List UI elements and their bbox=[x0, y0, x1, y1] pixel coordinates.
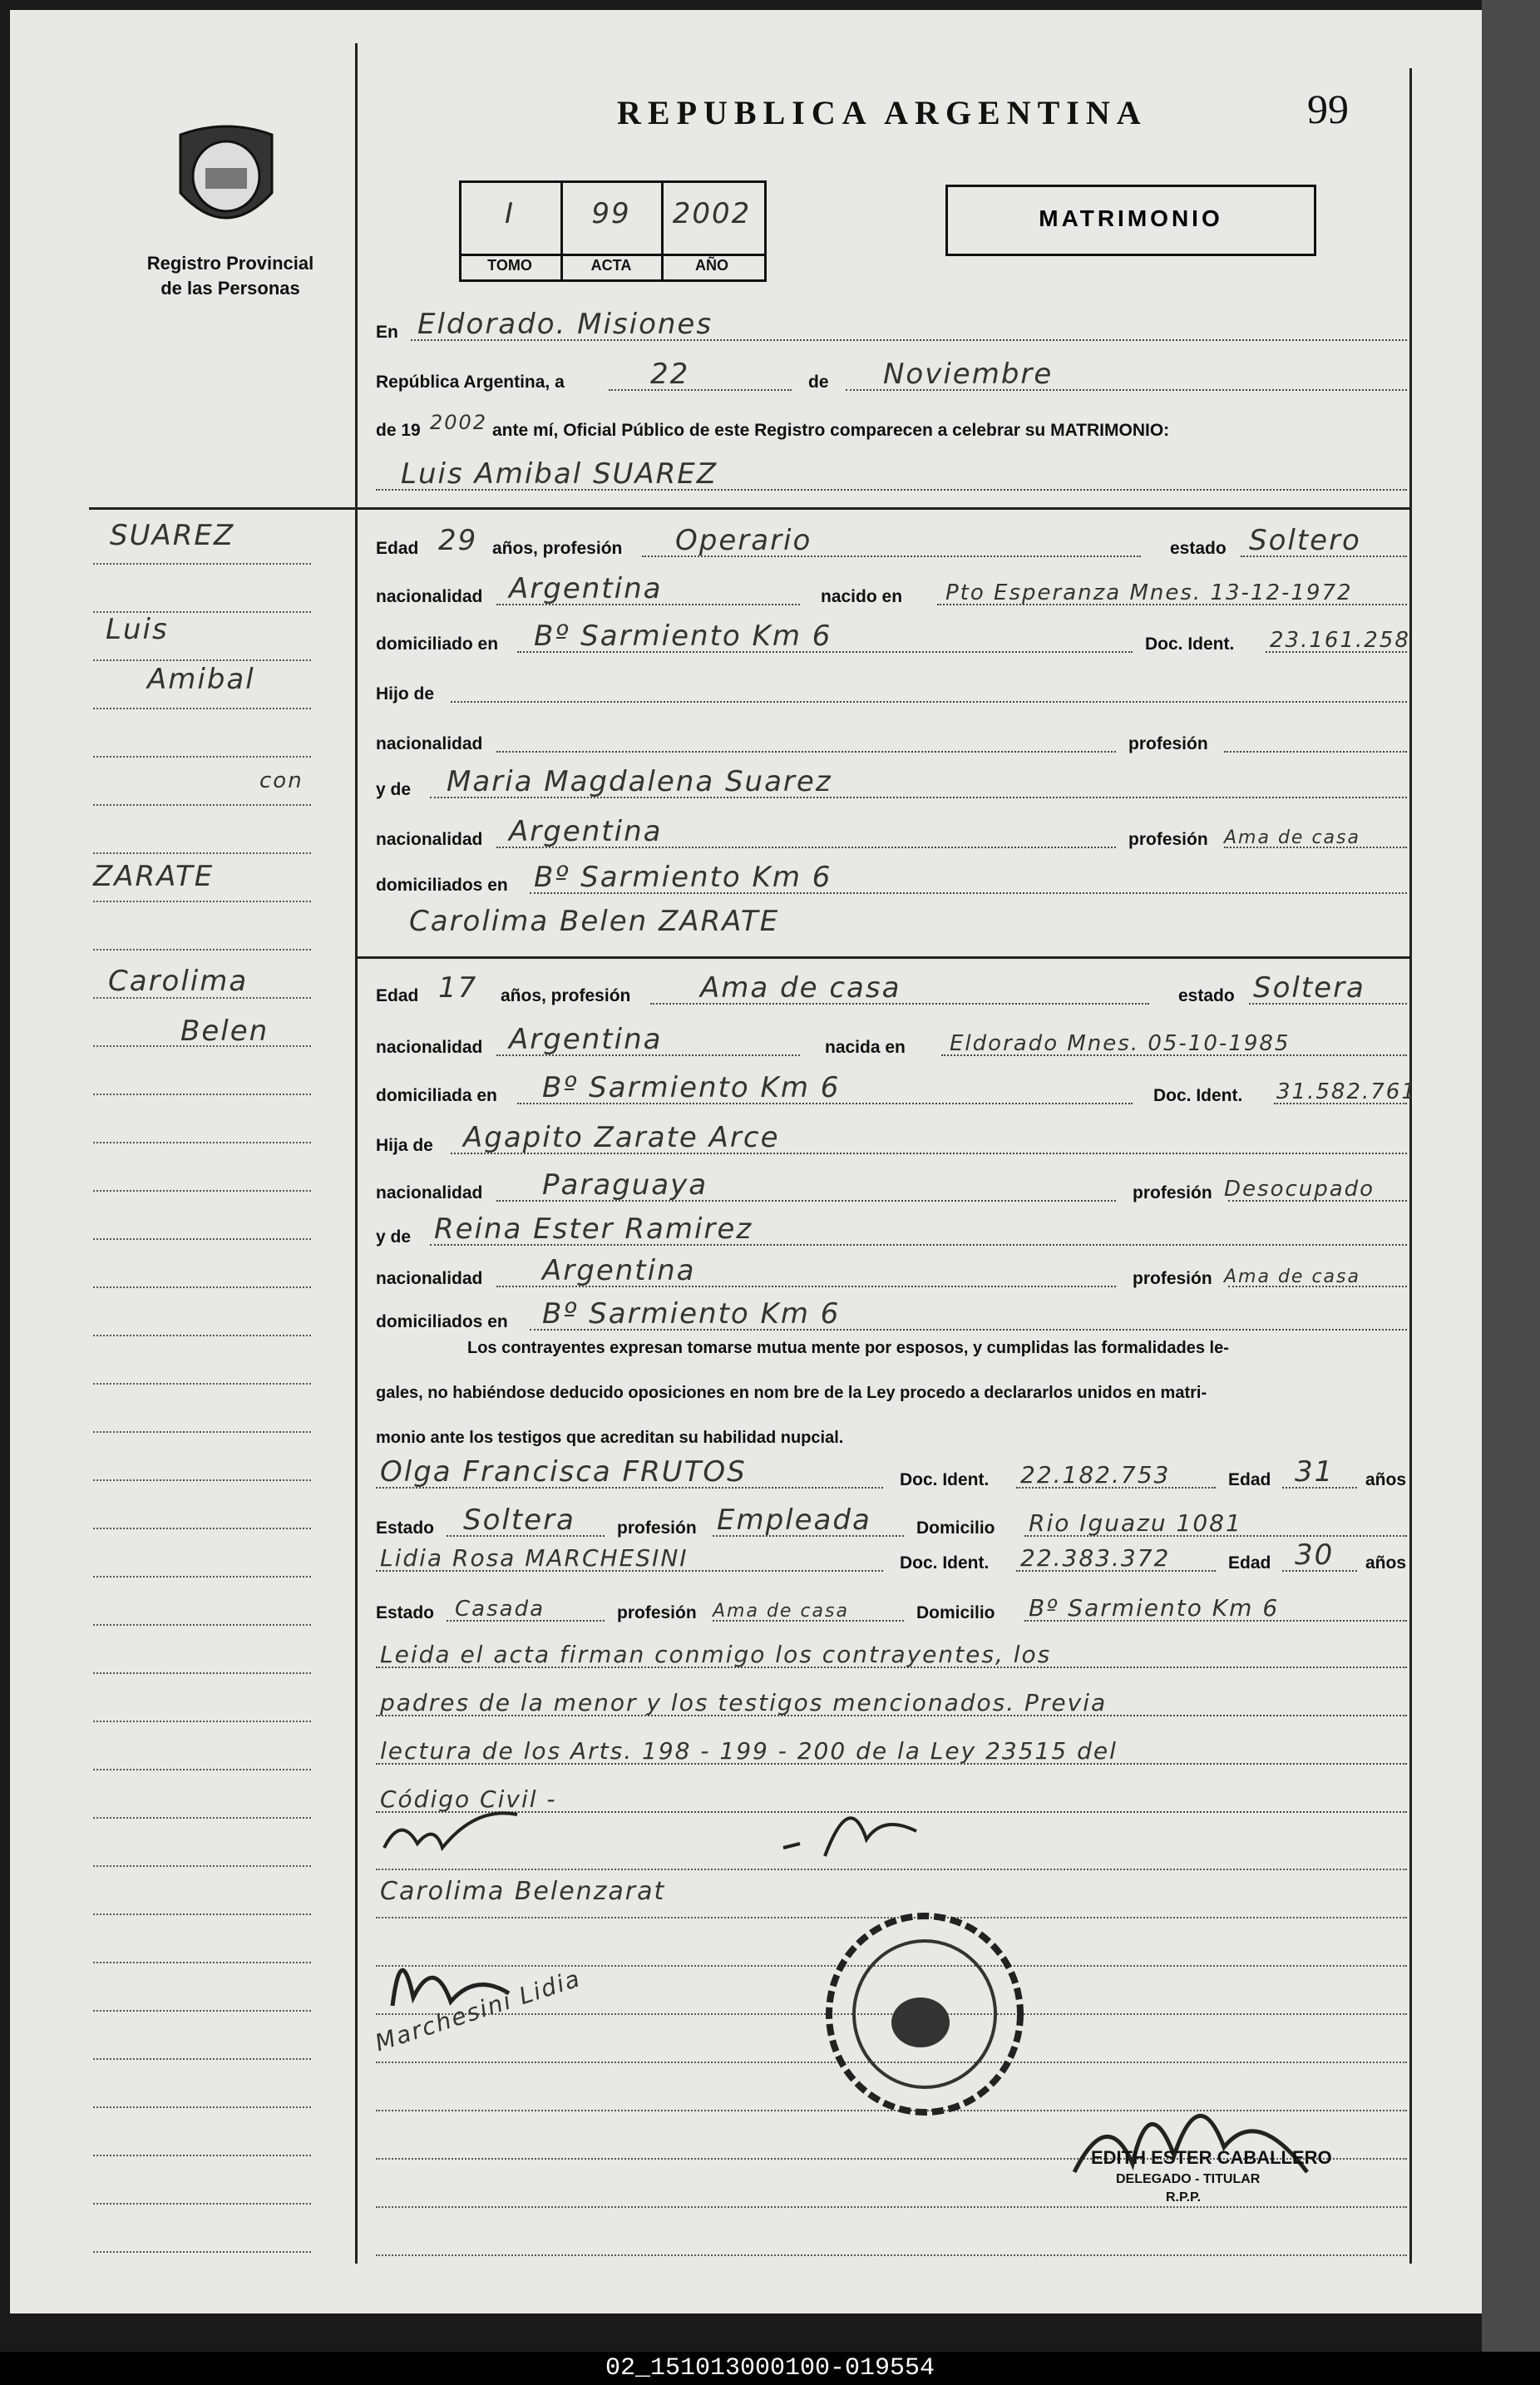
groom-doms-label: domiciliados en bbox=[376, 876, 508, 895]
groom-profesion-value: Operario bbox=[675, 524, 812, 557]
row-bride-nac3 bbox=[368, 1247, 1407, 1294]
bride-nac2-label: nacionalidad bbox=[376, 1183, 483, 1202]
groom-dom-value: Bº Sarmiento Km 6 bbox=[534, 620, 832, 653]
bride-prof3-label: profesión bbox=[1133, 1269, 1212, 1288]
margin-ruled-line bbox=[93, 2010, 311, 2012]
row-notes-1 bbox=[368, 1628, 1407, 1675]
groom-doms-value: Bº Sarmiento Km 6 bbox=[534, 861, 832, 894]
groom-edad-label: Edad bbox=[376, 539, 419, 558]
row-witness2-name bbox=[368, 1532, 1407, 1578]
margin-ruled-line bbox=[93, 756, 311, 758]
acta-value: 99 bbox=[591, 197, 631, 230]
witness1-edad-label: Edad bbox=[1228, 1470, 1271, 1489]
acta-label: ACTA bbox=[590, 257, 632, 274]
row-groom-nac2 bbox=[368, 713, 1407, 759]
margin-groom-name2: Amibal bbox=[147, 663, 255, 696]
ano-label: AÑO bbox=[695, 257, 728, 274]
day-value: 22 bbox=[650, 358, 690, 391]
year-value: 2002 bbox=[430, 411, 488, 434]
witness1-dom-label: Domicilio bbox=[916, 1518, 995, 1538]
registry-name-line2: de las Personas bbox=[160, 278, 300, 299]
ano-value: 2002 bbox=[672, 197, 752, 230]
witness-signature-top bbox=[775, 1781, 958, 1864]
bride-doc-label: Doc. Ident. bbox=[1153, 1086, 1243, 1105]
signature-ruled-line bbox=[376, 2254, 1407, 2256]
bride-edad-label: Edad bbox=[376, 986, 419, 1005]
de-label: de bbox=[808, 373, 829, 392]
witness2-edad-value: 30 bbox=[1295, 1538, 1335, 1572]
en-label: En bbox=[376, 323, 398, 342]
margin-ruled-line bbox=[93, 1576, 311, 1578]
bride-nac3-label: nacionalidad bbox=[376, 1269, 483, 1288]
groom-anos-prof-label: años, profesión bbox=[492, 539, 623, 558]
witness1-dom-value: Rio Iguazu 1081 bbox=[1029, 1509, 1242, 1537]
matrimonio-box bbox=[945, 185, 1316, 256]
groom-prof3-label: profesión bbox=[1128, 830, 1208, 849]
margin-bride-name1: Carolima bbox=[108, 965, 249, 998]
notes-line3: lectura de los Arts. 198 - 199 - 200 de la Ley 23515 del bbox=[380, 1737, 1118, 1765]
groom-nac3-value: Argentina bbox=[509, 815, 663, 848]
groom-nac-label: nacionalidad bbox=[376, 587, 483, 606]
bride-edad-value: 17 bbox=[438, 971, 478, 1005]
margin-ruled-line bbox=[93, 901, 311, 902]
margin-ruled-line bbox=[93, 1238, 311, 1240]
margin-ruled-line bbox=[93, 949, 311, 951]
witness2-name: Lidia Rosa MARCHESINI bbox=[380, 1544, 689, 1572]
bride-estado-value: Soltera bbox=[1253, 971, 1365, 1005]
margin-ruled-line bbox=[93, 1190, 311, 1192]
country-title: REPUBLICA ARGENTINA bbox=[617, 94, 1148, 131]
witness2-prof-value: Ama de casa bbox=[713, 1601, 849, 1622]
margin-ruled-line bbox=[93, 563, 311, 565]
tomo-label: TOMO bbox=[487, 257, 532, 274]
bride-nac-value: Argentina bbox=[509, 1023, 663, 1056]
margin-ruled-line bbox=[93, 1479, 311, 1481]
row-bride-nac2 bbox=[368, 1162, 1407, 1208]
bride-dom-label: domiciliada en bbox=[376, 1086, 497, 1105]
groom-signature bbox=[376, 1798, 542, 1873]
witness2-dom-label: Domicilio bbox=[916, 1603, 995, 1622]
margin-ruled-line bbox=[93, 1721, 311, 1722]
row-bride-doms bbox=[368, 1291, 1407, 1337]
margin-bride-surname: ZARATE bbox=[93, 860, 215, 893]
bride-nac2-value: Paraguaya bbox=[542, 1168, 708, 1202]
certificate-page bbox=[10, 10, 1482, 2313]
book-spine bbox=[1482, 0, 1540, 2385]
bride-nacida-label: nacida en bbox=[825, 1038, 906, 1057]
bride-profesion-value: Ama de casa bbox=[700, 971, 901, 1005]
margin-ruled-line bbox=[93, 659, 311, 661]
row-notes-3 bbox=[368, 1725, 1407, 1771]
bride-yde-label: y de bbox=[376, 1227, 412, 1247]
bride-yde-value: Reina Ester Ramirez bbox=[434, 1212, 753, 1246]
witness-signature-marchesini: Marchesini Lidia bbox=[372, 1964, 585, 2057]
row-groom-full bbox=[368, 451, 1407, 497]
witness1-anos-label: años bbox=[1365, 1470, 1407, 1489]
margin-ruled-line bbox=[93, 804, 311, 806]
groom-hijo-label: Hijo de bbox=[376, 684, 435, 704]
witness2-dom-value: Bº Sarmiento Km 6 bbox=[1029, 1594, 1280, 1622]
row-witness2-estado bbox=[368, 1582, 1407, 1628]
margin-bride-name2: Belen bbox=[180, 1015, 269, 1048]
row-bride-edad bbox=[368, 965, 1407, 1011]
row-fecha bbox=[368, 351, 1407, 398]
row-groom-hijo bbox=[368, 663, 1407, 709]
witness2-estado-label: Estado bbox=[376, 1603, 435, 1622]
bride-prof2-value: Desocupado bbox=[1224, 1177, 1375, 1202]
witness1-prof-label: profesión bbox=[617, 1518, 697, 1538]
margin-ruled-line bbox=[93, 1672, 311, 1674]
divider-groom bbox=[355, 507, 1409, 510]
official-title: DELEGADO - TITULAR bbox=[1116, 2172, 1261, 2186]
official-org: R.P.P. bbox=[1166, 2190, 1202, 2205]
witness2-anos-label: años bbox=[1365, 1553, 1407, 1573]
groom-nacido-label: nacido en bbox=[821, 587, 903, 606]
bride-nacida-value: Eldorado Mnes. 05-10-1985 bbox=[950, 1031, 1291, 1056]
year-suffix: ante mí, Oficial Público de este Registro comparecen a celebrar su MATRIMONIO: bbox=[492, 421, 1170, 440]
margin-ruled-line bbox=[93, 1624, 311, 1626]
notes-line4: Código Civil - bbox=[380, 1785, 557, 1813]
margin-ruled-line bbox=[93, 1817, 311, 1819]
row-en bbox=[368, 301, 1407, 348]
groom-prof3-value: Ama de casa bbox=[1224, 827, 1360, 848]
margin-ruled-line bbox=[93, 1962, 311, 1963]
bride-doms-label: domiciliados en bbox=[376, 1312, 508, 1331]
groom-doc-label: Doc. Ident. bbox=[1145, 635, 1235, 654]
official-stamp-icon bbox=[817, 1906, 1033, 2122]
witness2-doc-value: 22.383.372 bbox=[1020, 1544, 1171, 1572]
doc-type: MATRIMONIO bbox=[1039, 205, 1223, 231]
witness2-doc-label: Doc. Ident. bbox=[900, 1553, 990, 1573]
notes-line1: Leida el acta firman conmigo los contrayentes, los bbox=[380, 1641, 1052, 1668]
witness2-estado-value: Casada bbox=[455, 1597, 545, 1622]
row-witness1-name bbox=[368, 1449, 1407, 1495]
republica-label: República Argentina, a bbox=[376, 373, 565, 392]
groom-estado-value: Soltero bbox=[1249, 524, 1361, 557]
official-name: EDITH ESTER CABALLERO bbox=[1091, 2147, 1332, 2168]
margin-ruled-line bbox=[93, 2106, 311, 2108]
bride-doms-value: Bº Sarmiento Km 6 bbox=[542, 1297, 841, 1331]
groom-nacido-value: Pto Esperanza Mnes. 13-12-1972 bbox=[945, 580, 1353, 605]
groom-nac2-label: nacionalidad bbox=[376, 734, 483, 753]
witness2-edad-label: Edad bbox=[1228, 1553, 1271, 1573]
groom-yde-label: y de bbox=[376, 780, 412, 799]
margin-ruled-line bbox=[93, 1431, 311, 1433]
bride-nac-label: nacionalidad bbox=[376, 1038, 483, 1057]
witness1-estado-label: Estado bbox=[376, 1518, 435, 1538]
en-value: Eldorado. Misiones bbox=[417, 308, 713, 341]
witness1-prof-value: Empleada bbox=[717, 1504, 871, 1537]
image-id-footer: 02_151013000100-019554 bbox=[0, 2352, 1540, 2385]
margin-ruled-line bbox=[93, 1286, 311, 1288]
bride-full-name: Carolima Belen ZARATE bbox=[409, 905, 780, 938]
margin-ruled-line bbox=[93, 1094, 311, 1095]
divider-bride bbox=[355, 956, 1409, 959]
left-margin-column bbox=[10, 10, 355, 2313]
bride-prof2-label: profesión bbox=[1133, 1183, 1212, 1202]
page-number: 99 bbox=[1307, 86, 1349, 132]
margin-con: con bbox=[259, 768, 304, 793]
margin-ruled-line bbox=[93, 997, 311, 999]
column-divider-left bbox=[355, 43, 358, 2264]
margin-ruled-line bbox=[93, 708, 311, 709]
tomo-value: I bbox=[504, 197, 516, 230]
row-groom-doms bbox=[368, 854, 1407, 901]
month-value: Noviembre bbox=[883, 358, 1054, 391]
row-bride-hija bbox=[368, 1114, 1407, 1161]
margin-ruled-line bbox=[93, 1383, 311, 1385]
bride-signature: Carolima Belenzarat bbox=[380, 1877, 666, 1906]
registry-name-line1: Registro Provincial bbox=[146, 253, 314, 274]
groom-edad-value: 29 bbox=[438, 524, 478, 557]
row-bride-yde bbox=[368, 1206, 1407, 1252]
bride-hija-label: Hija de bbox=[376, 1136, 433, 1155]
main-record-column bbox=[368, 10, 1482, 2313]
margin-ruled-line bbox=[93, 1045, 311, 1047]
bride-doc-value: 31.582.761 bbox=[1276, 1079, 1417, 1104]
margin-ruled-line bbox=[93, 852, 311, 854]
margin-ruled-line bbox=[93, 1769, 311, 1770]
margin-ruled-line bbox=[93, 2058, 311, 2060]
witness1-doc-label: Doc. Ident. bbox=[900, 1470, 990, 1489]
row-notes-2 bbox=[368, 1676, 1407, 1723]
declaration-line2: gales, no habiéndose deducido oposiciones en nom bre de la Ley procedo a declararlos unidos en matri- bbox=[376, 1384, 1207, 1402]
margin-ruled-line bbox=[93, 1913, 311, 1915]
row-year bbox=[368, 399, 1407, 446]
row-bride-nac bbox=[368, 1016, 1407, 1063]
registry-seal-icon bbox=[164, 118, 289, 243]
margin-groom-name1: Luis bbox=[106, 613, 169, 646]
witness1-estado-value: Soltera bbox=[463, 1504, 575, 1537]
groom-dom-label: domiciliado en bbox=[376, 635, 499, 654]
row-groom-edad bbox=[368, 517, 1407, 564]
row-groom-nac3 bbox=[368, 808, 1407, 855]
margin-ruled-line bbox=[93, 2251, 311, 2253]
bride-anos-prof-label: años, profesión bbox=[501, 986, 631, 1005]
witness1-name: Olga Francisca FRUTOS bbox=[380, 1455, 747, 1489]
row-groom-yde bbox=[368, 758, 1407, 805]
bride-hija-value: Agapito Zarate Arce bbox=[463, 1121, 780, 1154]
margin-ruled-line bbox=[93, 611, 311, 613]
groom-yde-value: Maria Magdalena Suarez bbox=[447, 765, 832, 798]
margin-ruled-line bbox=[93, 1528, 311, 1529]
bride-dom-value: Bº Sarmiento Km 6 bbox=[542, 1071, 841, 1104]
tomo-acta-ano-box bbox=[459, 180, 767, 282]
groom-prof2-label: profesión bbox=[1128, 734, 1208, 753]
notes-line2: padres de la menor y los testigos mencionados. Previa bbox=[380, 1689, 1108, 1716]
year-prefix: de 19 bbox=[376, 421, 421, 440]
margin-ruled-line bbox=[93, 1335, 311, 1336]
row-groom-dom bbox=[368, 613, 1410, 659]
witness1-doc-value: 22.182.753 bbox=[1020, 1461, 1171, 1489]
row-groom-nac bbox=[368, 565, 1407, 612]
margin-divider-top bbox=[89, 507, 355, 510]
margin-ruled-line bbox=[93, 2155, 311, 2156]
bride-nac3-value: Argentina bbox=[542, 1254, 696, 1287]
groom-nac-value: Argentina bbox=[509, 572, 663, 605]
groom-full-name: Luis Amibal SUAREZ bbox=[401, 457, 718, 491]
declaration-line3: monio ante los testigos que acreditan su habilidad nupcial. bbox=[376, 1429, 844, 1447]
bride-estado-label: estado bbox=[1178, 986, 1235, 1005]
bride-prof3-value: Ama de casa bbox=[1224, 1267, 1360, 1287]
witness2-prof-label: profesión bbox=[617, 1603, 697, 1622]
row-bride-full bbox=[368, 898, 1407, 945]
declaration-line1: Los contrayentes expresan tomarse mutua mente por esposos, y cumplidas las formalidades le- bbox=[467, 1339, 1229, 1357]
margin-ruled-line bbox=[93, 1865, 311, 1867]
witness1-edad-value: 31 bbox=[1295, 1455, 1335, 1489]
margin-ruled-line bbox=[93, 1142, 311, 1143]
groom-doc-value: 23.161.258 bbox=[1270, 628, 1410, 653]
margin-groom-surname: SUAREZ bbox=[110, 519, 235, 552]
margin-ruled-line bbox=[93, 2203, 311, 2205]
row-bride-dom bbox=[368, 1064, 1417, 1111]
groom-estado-label: estado bbox=[1170, 539, 1227, 558]
groom-nac3-label: nacionalidad bbox=[376, 830, 483, 849]
